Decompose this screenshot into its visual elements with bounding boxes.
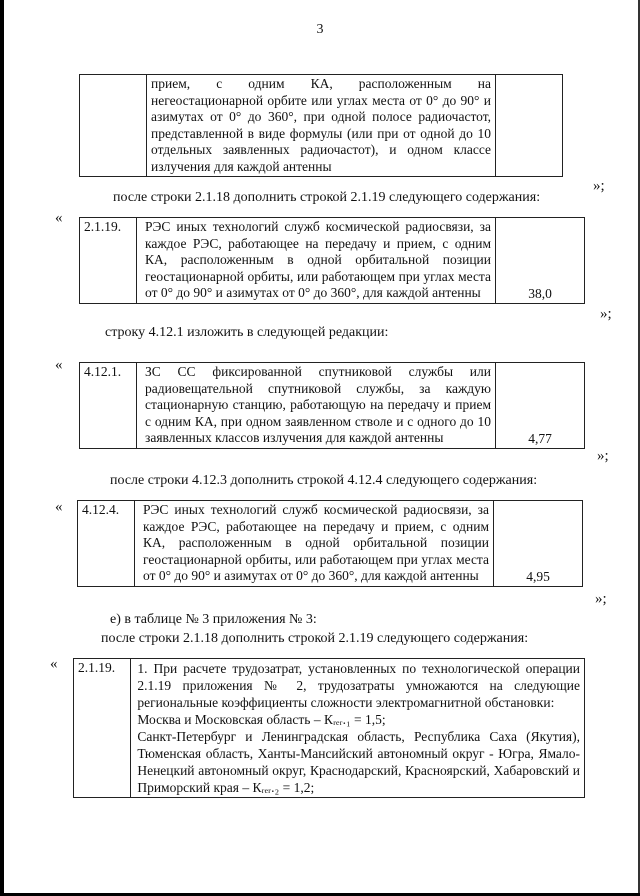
table-row-2-1-19 bbox=[79, 217, 585, 304]
coefficient-regions: Санкт-Петербург и Ленинградская область, Республика Саха (Якутия), Тюменская область, Ханты-Мансийский автономный округ - Югра, Ямало-Ненецкий автономный округ, Краснодарский, Красноярский, Хабаровский и Приморский края – Кᵣₑᵣ.₂ = 1,2; bbox=[137, 729, 580, 795]
closing-quote: »; bbox=[600, 306, 612, 322]
opening-quote: « bbox=[55, 357, 63, 373]
coefficient-intro: 1. При расчете трудозатрат, установленных по технологической операции 2.1.19 приложения № 2, трудозатраты умножаются на следующие региональные коэффициенты сложности электромагнитной обстановки: bbox=[137, 661, 580, 710]
row-number: 4.12.4. bbox=[78, 501, 135, 587]
row-description bbox=[131, 659, 585, 798]
row-value: 4,95 bbox=[494, 501, 583, 587]
row-description: РЭС иных технологий служб космической радиосвязи, за каждое РЭС, работающее на передачу и прием, с одним КА, расположенным в одной орбитальной позиции геостационарной орбиты, или работающем при углах места от 0° до 90° и азимутах от 0° до 360°, для каждой антенны bbox=[137, 218, 496, 304]
row-value-cell bbox=[496, 75, 563, 177]
table-row-4-12-4 bbox=[77, 500, 583, 587]
row-number-cell bbox=[80, 75, 147, 177]
instruction-paragraph: после строки 2.1.18 дополнить строкой 2.1.19 следующего содержания: bbox=[113, 190, 541, 205]
row-number: 4.12.1. bbox=[80, 363, 137, 449]
row-number: 2.1.19. bbox=[74, 659, 131, 798]
row-value: 4,77 bbox=[496, 363, 585, 449]
closing-quote: »; bbox=[597, 448, 609, 464]
closing-quote: »; bbox=[593, 178, 605, 194]
scan-edge-left bbox=[0, 0, 4, 896]
row-value: 38,0 bbox=[496, 218, 585, 304]
table-row-continuation bbox=[79, 74, 563, 177]
table-row-2-1-19-coefficients bbox=[73, 658, 585, 798]
opening-quote: « bbox=[55, 499, 63, 515]
instruction-paragraph: строку 4.12.1 изложить в следующей редакции: bbox=[105, 325, 389, 340]
closing-quote: »; bbox=[595, 591, 607, 607]
page-number: 3 bbox=[316, 22, 324, 37]
coefficient-moscow: Москва и Московская область – Кᵣₑᵣ.₁ = 1,5; bbox=[137, 712, 386, 727]
row-number: 2.1.19. bbox=[80, 218, 137, 304]
instruction-paragraph: е) в таблице № 3 приложения № 3: bbox=[110, 612, 317, 627]
instruction-paragraph: после строки 4.12.3 дополнить строкой 4.12.4 следующего содержания: bbox=[110, 473, 538, 488]
opening-quote: « bbox=[55, 210, 63, 226]
row-description: прием, с одним КА, расположенным на негеостационарной орбите или углах места от 0° до 90° и азимутах от 0° до 360°, при одной полосе радиочастот, представленной в виде формулы (или при от одной до 10 отдельных заявленных радиочастот), и одном классе излучения для каждой антенны bbox=[147, 75, 496, 177]
row-description: РЭС иных технологий служб космической радиосвязи, за каждое РЭС, работающее на передачу и прием, с одним КА, расположенным в одной орбитальной позиции геостационарной орбиты, или работающем при углах места от 0° до 90° и азимутах от 0° до 360°, для каждой антенны bbox=[135, 501, 494, 587]
row-description: ЗС СС фиксированной спутниковой службы или радиовещательной спутниковой службы, за каждую стационарную станцию, работающую на передачу и прием с одним КА, при одном заявленном стволе и с одного до 10 заявленных классов излучения для каждой антенны bbox=[137, 363, 496, 449]
table-row-4-12-1 bbox=[79, 362, 585, 449]
instruction-paragraph: после строки 2.1.18 дополнить строкой 2.1.19 следующего содержания: bbox=[101, 631, 529, 646]
opening-quote: « bbox=[50, 656, 58, 672]
